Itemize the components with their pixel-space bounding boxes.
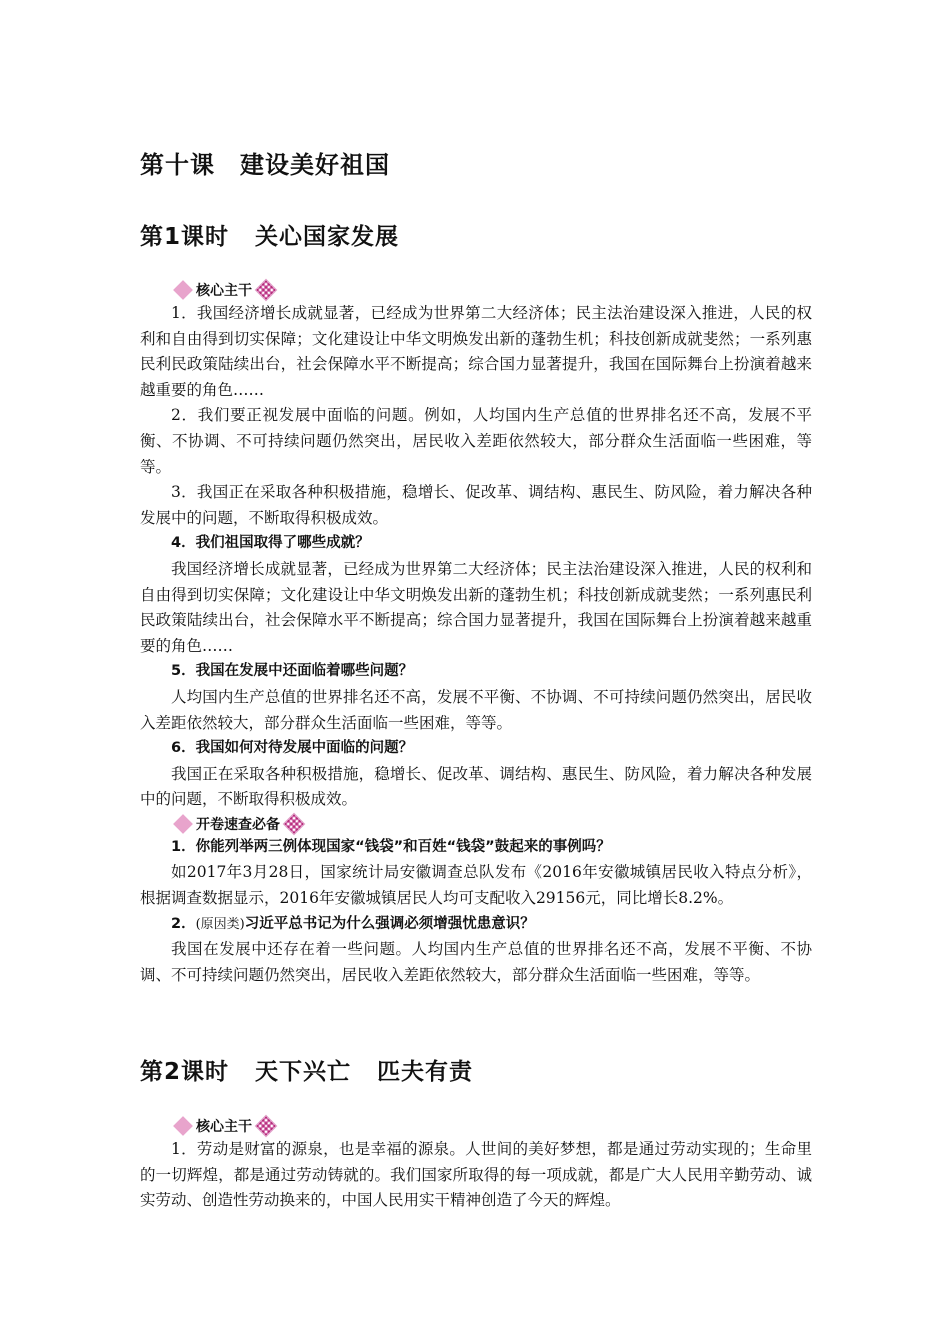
pink-diamond-icon: [173, 814, 193, 834]
chapter-title: 第十课 建设美好祖国: [140, 151, 390, 179]
lesson1-name: 关心国家发展: [255, 224, 400, 250]
question: 2．(原因类)习近平总书记为什么强调必须增强忧患意识？: [171, 915, 535, 932]
core-section-label: 核心主干: [176, 1115, 812, 1137]
lesson2-heading: [140, 1053, 473, 1086]
answer: 如2017年3月28日，国家统计局安徽调查总队发布《2016年安徽城镇居民收入特点分析》，根据调查数据显示，2016年安徽城镇居民人均可支配收入29156元，同比增长8.2%。: [140, 863, 812, 908]
question: 4．我们祖国取得了哪些成就？: [171, 535, 370, 552]
answer: 我国经济增长成就显著，已经成为世界第二大经济体；民主法治建设深入推进，人民的权利和自由得到切实保障；文化建设让中华文明焕发出新的蓬勃生机；科技创新成就斐然；一系列惠民利民政策陆续出台，社会保障水平不断提高；综合国力显著提升，我国在国际舞台上扮演着越来越重要的角色……: [140, 559, 812, 655]
lesson1-heading: [140, 218, 399, 251]
core-section-label: 核心主干: [176, 279, 812, 301]
core-item: 3．我国正在采取各种积极措施，稳增长、促改革、调结构、惠民生、防风险，着力解决各种发展中的问题，不断取得积极成效。: [140, 483, 812, 527]
lesson2-name-b: 匹夫有责: [377, 1059, 474, 1085]
question: 6．我国如何对待发展中面临的问题？: [171, 740, 414, 757]
question: 5．我国在发展中还面临着哪些问题？: [171, 663, 414, 680]
answer: 我国正在采取各种积极措施，稳增长、促改革、调结构、惠民生、防风险，着力解决各种发展中的问题，不断取得积极成效。: [140, 764, 812, 809]
question: 1．你能列举两三例体现国家“钱袋”和百姓“钱袋”鼓起来的事例吗？: [171, 838, 611, 855]
pink-diamond-icon: [173, 1116, 193, 1136]
lesson1-number: 第1课时: [140, 224, 230, 250]
answer: 我国在发展中还存在着一些问题。人均国内生产总值的世界排名还不高，发展不平衡、不协调、不可持续问题仍然突出，居民收入差距依然较大，部分群众生活面临一些困难，等等。: [140, 940, 812, 984]
lesson2-number: 第2课时: [140, 1059, 230, 1085]
dotted-diamond-icon: [255, 279, 278, 302]
core-item: 1．我国经济增长成就显著，已经成为世界第二大经济体；民主法治建设深入推进，人民的权利和自由得到切实保障；文化建设让中华文明焕发出新的蓬勃生机；科技创新成就斐然；一系列惠民利民政策陆续出台，社会保障水平不断提高；综合国力显著提升，我国在国际舞台上扮演着越来越重要的角色……: [140, 304, 812, 399]
answer: 人均国内生产总值的世界排名还不高，发展不平衡、不协调、不可持续问题仍然突出，居民收入差距依然较大，部分群众生活面临一些困难，等等。: [140, 687, 812, 732]
pink-diamond-icon: [173, 280, 193, 300]
dotted-diamond-icon: [283, 813, 306, 836]
lesson1-body: [140, 279, 812, 988]
question-type-tag: (原因类): [195, 916, 245, 932]
core-item: 1．劳动是财富的源泉，也是幸福的源泉。人世间的美好梦想，都是通过劳动实现的；生命里的一切辉煌，都是通过劳动铸就的。我们国家所取得的每一项成就，都是广大人民用辛勤劳动、诚实劳动、创造性劳动换来的，中国人民用实干精神创造了今天的辉煌。: [140, 1140, 812, 1210]
dotted-diamond-icon: [255, 1115, 278, 1138]
lesson2-body: [140, 1115, 812, 1214]
core-item: 2．我们要正视发展中面临的问题。例如，人均国内生产总值的世界排名还不高，发展不平衡、不协调、不可持续问题仍然突出，居民收入差距依然较大，部分群众生活面临一些困难，等等。: [140, 406, 812, 476]
lesson2-name-a: 天下兴亡: [255, 1059, 352, 1085]
quick-section-label: 开卷速查必备: [176, 813, 812, 835]
